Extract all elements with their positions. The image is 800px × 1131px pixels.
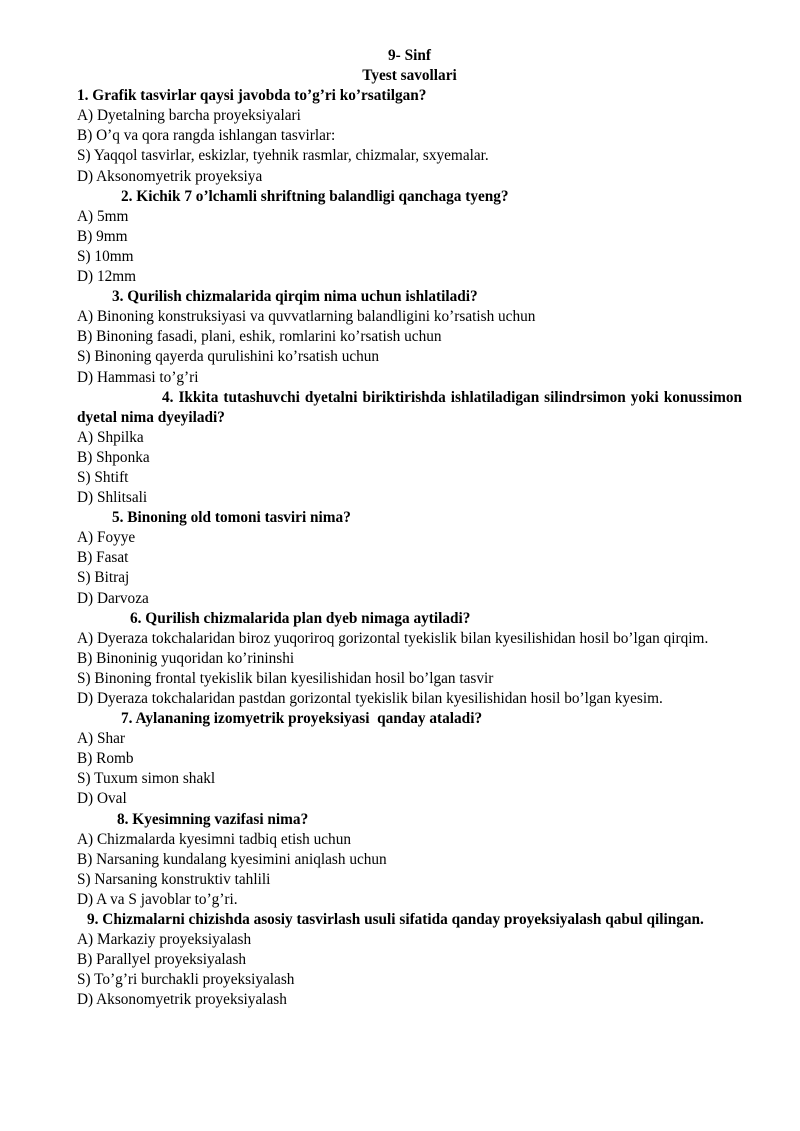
document-grade-title: 9- Sinf: [388, 47, 431, 64]
question-3-text: 3. Qurilish chizmalarida qirqim nima uchun ishlatiladi?: [112, 288, 478, 306]
question-7-option-b: B) Romb: [77, 750, 134, 768]
question-2-option-b: B) 9mm: [77, 227, 128, 245]
question-3-option-b: B) Binoning fasadi, plani, eshik, romlarini ko’rsatish uchun: [77, 328, 442, 346]
question-5-option-a: A) Foyye: [77, 529, 136, 547]
question-3-option-s: S) Binoning qayerda qurulishini ko’rsatish uchun: [77, 348, 380, 366]
question-4-option-b: B) Shponka: [77, 448, 150, 466]
question-6-option-b: B) Binoninig yuqoridan ko’rininshi: [77, 649, 295, 667]
question-8-text: 8. Kyesimning vazifasi nima?: [117, 810, 309, 828]
question-5-option-b: B) Fasat: [77, 549, 129, 567]
question-block-1: [77, 86, 742, 186]
test-document: [77, 46, 742, 1011]
question-9-option-s: S) To’g’ri burchakli proyeksiyalash: [77, 971, 295, 989]
question-3-option-a: A) Binoning konstruksiyasi va quvvatlarning balandligini ko’rsatish uchun: [77, 308, 536, 326]
question-2-option-d: D) 12mm: [77, 268, 137, 286]
question-block-7: [77, 709, 742, 809]
question-2-option-a: A) 5mm: [77, 207, 129, 225]
question-5-option-s: S) Bitraj: [77, 569, 130, 587]
question-4-option-s: S) Shtift: [77, 468, 129, 486]
question-8-option-b: B) Narsaning kundalang kyesimini aniqlash uchun: [77, 850, 387, 868]
question-block-2: [77, 187, 742, 287]
question-7-option-a: A) Shar: [77, 730, 126, 748]
question-9-option-a: A) Markaziy proyeksiyalash: [77, 931, 252, 949]
question-1-option-s: S) Yaqqol tasvirlar, eskizlar, tyehnik rasmlar, chizmalar, sxyemalar.: [77, 147, 489, 165]
question-5-text: 5. Binoning old tomoni tasviri nima?: [112, 509, 351, 527]
question-block-5: [77, 508, 742, 608]
question-3-option-d: D) Hammasi to’g’ri: [77, 368, 199, 386]
question-7-option-s: S) Tuxum simon shakl: [77, 770, 216, 788]
question-6-text: 6. Qurilish chizmalarida plan dyeb nimaga aytiladi?: [130, 609, 471, 627]
document-subtitle: Tyest savollari: [362, 67, 457, 85]
question-4-option-d: D) Shlitsali: [77, 489, 148, 507]
question-block-8: [77, 810, 742, 910]
question-8-option-s: S) Narsaning konstruktiv tahlili: [77, 870, 271, 888]
question-1-option-b: B) O’q va qora rangda ishlangan tasvirlar:: [77, 127, 336, 145]
question-8-option-a: A) Chizmalarda kyesimni tadbiq etish uchun: [77, 830, 352, 848]
question-2-text: 2. Kichik 7 o’lchamli shriftning balandligi qanchaga tyeng?: [121, 187, 509, 205]
question-6-option-s: S) Binoning frontal tyekislik bilan kyesilishidan hosil bo’lgan tasvir: [77, 669, 494, 687]
question-block-6: [77, 609, 742, 709]
question-block-3: [77, 287, 742, 387]
question-9-text: 9. Chizmalarni chizishda asosiy tasvirlash usuli sifatida qanday proyeksiyalash qabul qilingan.: [87, 911, 704, 929]
question-6-option-d: D) Dyeraza tokchalaridan pastdan gorizontal tyekislik bilan kyesilishidan hosil bo’lgan kyesim.: [77, 690, 663, 707]
question-4-option-a: A) Shpilka: [77, 428, 144, 446]
question-9-option-d: D) Aksonomyetrik proyeksiyalash: [77, 991, 287, 1009]
question-9-option-b: B) Parallyel proyeksiyalash: [77, 951, 247, 969]
question-1-option-d: D) Aksonomyetrik proyeksiya: [77, 167, 263, 185]
question-block-4: [77, 388, 742, 509]
question-1-text: 1. Grafik tasvirlar qaysi javobda to’g’ri ko’rsatilgan?: [77, 87, 427, 105]
question-4-text: 4. Ikkita tutashuvchi dyetalni biriktirishda ishlatiladigan silindrsimon yoki konussimon dyetal nima dyeyiladi?: [77, 388, 742, 426]
question-5-option-d: D) Darvoza: [77, 589, 149, 607]
question-7-text: 7. Aylananing izomyetrik proyeksiyasi qanday ataladi?: [121, 710, 483, 728]
question-6-option-a: A) Dyeraza tokchalaridan biroz yuqoriroq gorizontal tyekislik bilan kyesilishidan hosil bo’lgan qirqim.: [77, 629, 709, 647]
question-1-option-a: A) Dyetalning barcha proyeksiyalari: [77, 107, 301, 125]
question-7-option-d: D) Oval: [77, 790, 127, 808]
question-block-9: [77, 910, 742, 1010]
question-2-option-s: S) 10mm: [77, 247, 134, 265]
question-8-option-d: D) A va S javoblar to’g’ri.: [77, 890, 238, 908]
